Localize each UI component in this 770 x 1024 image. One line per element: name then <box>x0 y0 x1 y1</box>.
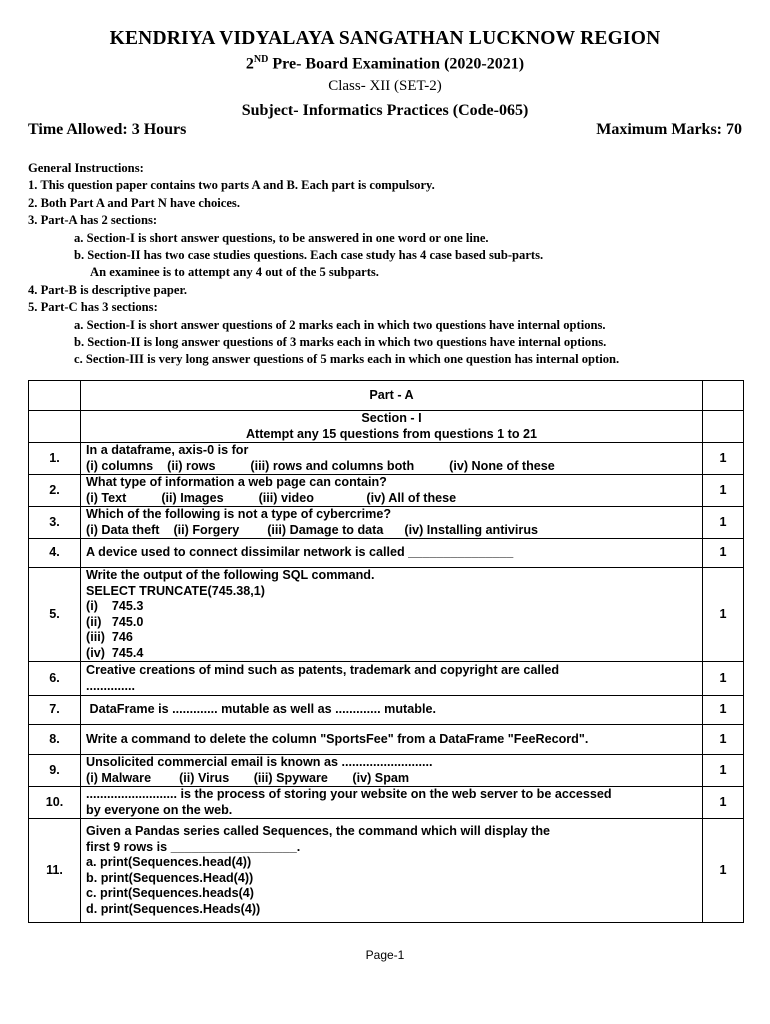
question-line: (i) 745.3 <box>86 599 144 613</box>
instruction-line: c. Section-III is very long answer questions of 5 marks each in which one question has internal option. <box>74 352 620 367</box>
question-line: Given a Pandas series called Sequences, the command which will display the <box>86 824 551 838</box>
question-number: 8. <box>29 725 81 755</box>
blank-cell <box>703 411 744 443</box>
question-line: first 9 rows is __________________. <box>86 839 301 854</box>
question-marks: 1 <box>703 539 744 568</box>
table-row <box>29 787 744 819</box>
table-row <box>29 539 744 568</box>
question-number: 9. <box>29 755 81 787</box>
question-line: Creative creations of mind such as patents, trademark and copyright are called <box>86 663 560 677</box>
attempt-instruction: Attempt any 15 questions from questions 1 to 21 <box>245 426 538 441</box>
question-marks: 1 <box>703 819 744 923</box>
question-text <box>81 696 703 725</box>
question-line: (i) Data theft (ii) Forgery (iii) Damage to data (iv) Installing antivirus <box>86 522 539 537</box>
table-row <box>29 662 744 696</box>
question-line: Which of the following is not a type of cybercrime? <box>86 507 392 521</box>
question-line: (i) columns (ii) rows (iii) rows and columns both (iv) None of these <box>86 458 555 473</box>
question-marks: 1 <box>703 787 744 819</box>
question-line: Write a command to delete the column "SportsFee" from a DataFrame "FeeRecord". <box>86 731 589 746</box>
question-text <box>81 568 703 662</box>
organization-title: KENDRIYA VIDYALAYA SANGATHAN LUCKNOW REGION <box>109 28 661 49</box>
table-row <box>29 475 744 507</box>
question-number: 7. <box>29 696 81 725</box>
question-number: 6. <box>29 662 81 696</box>
table-row <box>29 443 744 475</box>
question-number: 10. <box>29 787 81 819</box>
exam-ordinal: 2 <box>245 55 254 73</box>
instruction-line: An examinee is to attempt any 4 out of the 5 subparts. <box>90 265 379 280</box>
blank-cell <box>29 411 81 443</box>
table-row <box>29 381 744 411</box>
exam-name: Pre- Board Examination (2020-2021) <box>268 55 525 73</box>
time-allowed: Time Allowed: 3 Hours <box>28 121 187 138</box>
question-text <box>81 539 703 568</box>
table-row <box>29 568 744 662</box>
instruction-line: 4. Part-B is descriptive paper. <box>28 282 188 297</box>
question-line: (i) Text (ii) Images (iii) video (iv) All of these <box>86 490 457 505</box>
question-marks: 1 <box>703 696 744 725</box>
question-text <box>81 662 703 696</box>
question-marks: 1 <box>703 475 744 507</box>
question-line: (ii) 745.0 <box>86 614 144 629</box>
section-title: Section - I <box>361 411 422 425</box>
question-line: What type of information a web page can contain? <box>86 475 387 489</box>
question-marks: 1 <box>703 443 744 475</box>
question-line: d. print(Sequences.Heads(4)) <box>86 901 261 916</box>
part-heading: Part - A <box>81 381 703 411</box>
question-text <box>81 725 703 755</box>
question-line: c. print(Sequences.heads(4) <box>86 886 254 900</box>
question-marks: 1 <box>703 755 744 787</box>
exam-ordinal-suffix: ND <box>253 54 269 65</box>
question-line: Write the output of the following SQL command. <box>86 568 375 582</box>
question-number: 2. <box>29 475 81 507</box>
question-line: SELECT TRUNCATE(745.38,1) <box>86 583 265 598</box>
question-line: .......................... is the process of storing your website on the web server to be accessed <box>86 787 612 801</box>
question-text <box>81 507 703 539</box>
question-line: a. print(Sequences.head(4)) <box>86 855 252 869</box>
instruction-line: General Instructions: <box>28 161 144 175</box>
question-text <box>81 475 703 507</box>
question-number: 1. <box>29 443 81 475</box>
instruction-line: 3. Part-A has 2 sections: <box>28 213 158 228</box>
question-text <box>81 755 703 787</box>
table-row <box>29 507 744 539</box>
question-line: DataFrame is ............. mutable as well as ............. mutable. <box>86 702 436 717</box>
question-number: 3. <box>29 507 81 539</box>
question-number: 11. <box>29 819 81 923</box>
maximum-marks: Maximum Marks: 70 <box>596 121 742 138</box>
blank-cell <box>29 381 81 411</box>
table-row <box>29 696 744 725</box>
instruction-line: a. Section-I is short answer questions, to be answered in one word or one line. <box>74 230 489 245</box>
instruction-line: b. Section-II has two case studies questions. Each case study has 4 case based sub-parts. <box>74 248 544 263</box>
table-row <box>29 411 744 443</box>
question-marks: 1 <box>703 568 744 662</box>
instruction-line: 2. Both Part A and Part N have choices. <box>28 195 240 210</box>
question-marks: 1 <box>703 662 744 696</box>
question-line: Unsolicited commercial email is known as .......................... <box>86 755 433 769</box>
question-line: In a dataframe, axis-0 is for <box>86 443 249 457</box>
question-line: (iv) 745.4 <box>86 645 144 660</box>
subject-title: Subject- Informatics Practices (Code-065) <box>241 102 529 119</box>
class-title: Class- XII (SET-2) <box>328 78 442 94</box>
question-number: 4. <box>29 539 81 568</box>
question-line: b. print(Sequences.Head(4)) <box>86 870 254 885</box>
question-number: 5. <box>29 568 81 662</box>
table-row <box>29 725 744 755</box>
question-line: (iii) 746 <box>86 630 133 644</box>
question-line: (i) Malware (ii) Virus (iii) Spyware (iv) Spam <box>86 770 410 785</box>
exam-title <box>0 54 770 73</box>
question-line: A device used to connect dissimilar network is called _______________ <box>86 545 514 560</box>
instruction-line: 1. This question paper contains two parts A and B. Each part is compulsory. <box>28 178 435 193</box>
section-heading <box>81 411 703 443</box>
instruction-line: b. Section-II is long answer questions of 3 marks each in which two questions have internal options. <box>74 335 607 350</box>
question-line: by everyone on the web. <box>86 802 233 817</box>
question-text <box>81 819 703 923</box>
question-rows <box>29 443 744 923</box>
instruction-line: a. Section-I is short answer questions of 2 marks each in which two questions have internal options. <box>74 317 606 332</box>
table-row <box>29 819 744 923</box>
blank-cell <box>703 381 744 411</box>
question-table <box>28 380 744 923</box>
instruction-line: 5. Part-C has 3 sections: <box>28 300 158 315</box>
general-instructions <box>28 160 748 369</box>
question-marks: 1 <box>703 507 744 539</box>
question-text <box>81 443 703 475</box>
table-row <box>29 755 744 787</box>
question-line: .............. <box>86 678 135 693</box>
question-text <box>81 787 703 819</box>
question-marks: 1 <box>703 725 744 755</box>
page-number: Page-1 <box>365 948 405 962</box>
